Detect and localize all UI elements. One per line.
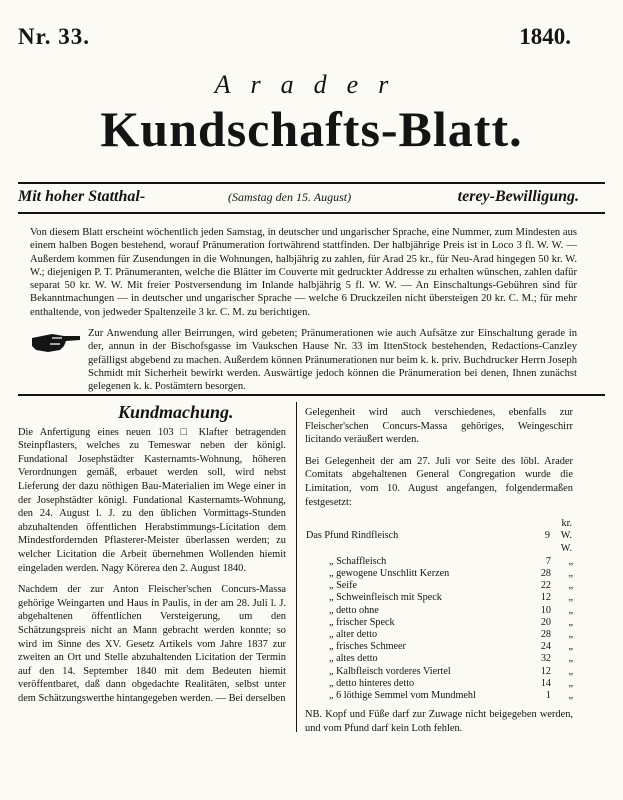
price-row [305, 690, 573, 702]
price-row [305, 617, 573, 629]
issue-year: 1840. [519, 24, 571, 49]
price-unit-mark: „ [568, 604, 573, 616]
price-unit-mark: „ [568, 628, 573, 640]
price-item: „ Kalbfleisch vorderes Viertel [329, 665, 451, 677]
price-row [305, 580, 573, 592]
price-value: 28 [540, 628, 551, 640]
price-unit-mark: „ [568, 555, 573, 567]
price-item: „ Schweinfleisch mit Speck [329, 592, 442, 604]
price-item: „ frischer Speck [329, 616, 395, 628]
masthead-title: Kundschafts-Blatt. [100, 101, 523, 157]
price-value: 28 [540, 567, 551, 579]
price-unit-mark: „ [568, 641, 573, 653]
price-unit-mark: „ [568, 592, 573, 604]
subscription-notice [30, 226, 577, 402]
price-row [305, 666, 573, 678]
price-row [305, 556, 573, 568]
price-row [305, 568, 573, 580]
header-rule-bottom [18, 212, 605, 214]
price-limitation-intro: Bei Gelegenheit der am 27. Juli vor Seite des löbl. Arader Comitats abgehaltenen General Congregation wurde die Limitation, vom 10. August angefangen, folgendermaßen festgesetzt: [305, 455, 573, 508]
price-value: 24 [540, 641, 551, 653]
price-row [305, 641, 573, 653]
price-row [305, 629, 573, 641]
price-item: „ altes detto [329, 653, 378, 665]
price-note: NB. Kopf und Füße darf zur Zuwage nicht beigegeben werden, und vom Pfund darf kein Loth fehlen. [305, 709, 573, 734]
price-value: 32 [540, 653, 551, 665]
price-row [305, 653, 573, 665]
auction-announcement: Nachdem der zur Anton Fleischer'schen Concurs-Massa gehörige Weingarten und Haus in Paulis, in der am 28. Juli l. J. abgehaltenen öffentlichen Versteigerung, um den Schätzungspreis nicht an Mann gebracht werden konnte; so wird im Sinne des XV. Gesetz Artikels vom Jahre 1837 zur zweiten an Ort und Stelle abzuhaltenden Licitation der Termin auf den 14. September 1840 mit dem Bedeuten hiemit veröffentbaret, daß dann obgedachte Realitäten, selbst unter dem Schätzungswerthe hintangegeben werden. — Bei derselben [18, 584, 286, 704]
price-item: „ detto ohne [329, 604, 379, 616]
price-value: 12 [540, 665, 551, 677]
submission-paragraph: Zur Anwendung aller Beirrungen, wird gebeten; Pränumerationen wie auch Aufsätze zur Einschaltung gerade in der, annun in der Bischofsgasse im Vaukschen Hause Nr. 33 im IttenStock bestehenden, Redactions-Canzley gefälligst abgebend zu machen. Außerdem können Pränumerationen nur beim k. k. priv. Buchdrucker Herrn Joseph Schmidt mit Sicherheit bewirkt werden. Auswärtige jedoch können die Pränumeration bei denen, Ihnen zunächst gelegenen k. k. Postämtern besorgen. [88, 328, 577, 393]
price-item: „ frisches Schmeer [329, 641, 406, 653]
price-unit-mark: „ [568, 677, 573, 689]
header-rule-top [18, 182, 605, 184]
price-unit-mark: „ [568, 616, 573, 628]
issue-number: Nr. 33. [18, 24, 90, 49]
right-column [305, 406, 573, 743]
price-header-unit: kr. W. W. [560, 518, 572, 554]
price-unit-mark: „ [568, 567, 573, 579]
section-rule [18, 394, 605, 396]
date-band [18, 186, 579, 210]
issue-date: (Samstag den 15. August) [228, 190, 352, 204]
column-divider [296, 402, 297, 732]
price-item: „ Seife [329, 580, 358, 592]
price-table [305, 517, 573, 702]
price-value: 7 [545, 555, 551, 567]
pointing-hand-icon [30, 324, 82, 360]
subscription-paragraph: Von diesem Blatt erscheint wöchentlich jeden Samstag, in deutscher und ungarischer Sprache, eine Nummer, zum Mindesten aus einem halben Bogen bestehend, worauf Pränumeration fortwährend stattfinden. Der halbjährige Preis ist in Loco 3 fl. W. W. — Außerdem kommen für Zusendungen in die Wohnungen, halbjährig zu zahlen, für Arad 25 kr., für Neu-Arad hingegen 50 kr. W. W.; diejenigen P. T. Pränumeranten, welche die Blätter im Couverte mit gedruckter Addresse zu erhalten wünschen, zahlen dafür separat 50 kr. W. W. Mit freier Postversendung im Inlande halbjährig 5 fl. W. W. — An Einschaltungs-Gebühren sind für Bekanntmachungen — in deutscher und ungarischer Sprache — welche 6 Druckzeilen nicht übersteigen 20 kr. C. M.; für mehr enthaltende, von jedweder Spaltenzeile 3 kr. C. M. zu berichtigen. [30, 227, 577, 318]
masthead-subtitle: Arader [214, 70, 409, 99]
price-header-first-value: 9 [544, 530, 550, 542]
announcement-heading: Kundmachung. [118, 402, 234, 422]
left-column [18, 402, 286, 713]
auction-continuation: Gelegenheit wird auch verschiedenes, ebenfalls zur Fleischer'schen Concurs-Massa gehöriges, Weingeschirr licitando veräußert werden. [305, 407, 573, 446]
price-item: „ detto hinteres detto [329, 677, 415, 689]
price-table-header [305, 517, 573, 556]
band-right-text: terey-Bewilligung. [457, 188, 579, 205]
price-value: 22 [540, 580, 551, 592]
price-value: 1 [545, 690, 551, 701]
price-item: „ 6 löthige Semmel vom Mundmehl [329, 690, 476, 701]
price-value: 10 [540, 604, 551, 616]
price-unit-mark: „ [568, 653, 573, 665]
price-item: „ alter detto [329, 628, 378, 640]
price-item: „ gewogene Unschlitt Kerzen [329, 567, 450, 579]
band-left-text: Mit hoher Statthal- [18, 188, 146, 205]
price-unit-mark: „ [568, 665, 573, 677]
price-value: 14 [540, 677, 551, 689]
price-row [305, 592, 573, 604]
price-value: 12 [540, 592, 551, 604]
price-unit-mark: „ [568, 580, 573, 592]
price-value: 20 [540, 616, 551, 628]
price-unit-mark: „ [568, 690, 573, 701]
price-row [305, 605, 573, 617]
price-header-item: Das Pfund Rindfleisch [306, 530, 399, 542]
pavement-announcement: Die Anfertigung eines neuen 103 □ Klafter betragenden Steinpflasters, welches zu Temeswar neben der königl. Fundational Josephstädter Kasternamts-Wohnung, höheren Verordnungen gemäß, erbauet werden soll, wird nebst Lieferung der dazu nöthigen Bau-Materialien im Wege einer in der Josephstädter königl. Fundational Kasternamts-Wohnung, den 24. August l. J. zu den üblichen Vormittags-Stunden abzuhaltenden öffentlichen Herabstimmungs-Licitation dem Mindestfordernden Pflasterer-Meister überlassen werden; zu welcher Licitation die Arbeit übernehmen Wollenden hiemit eingeladen werden. Nagy Körerea den 2. August 1840. [18, 426, 286, 574]
price-row [305, 678, 573, 690]
price-item: „ Schaffleisch [329, 555, 387, 567]
